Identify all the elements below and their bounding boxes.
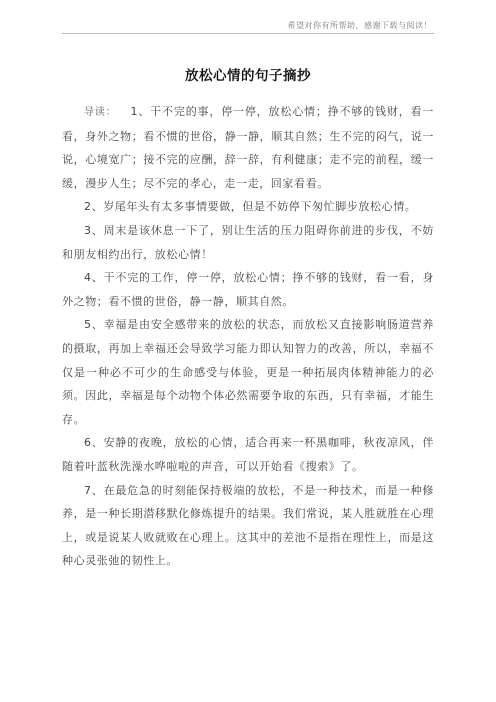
- paragraph-7: 7、在最危急的时刻能保持极端的放松，不是一种技术，而是一种修养，是一种长期潜移默化修炼提升的结果。我们常说，某人胜就胜在心理上，或是说某人败就败在心理上。这其中的差池不是指在理性上，而是这种心灵张弛的韧性上。: [62, 483, 434, 568]
- document-body: [62, 100, 434, 573]
- document-title: 放松心情的句子摘抄: [185, 68, 311, 84]
- paragraph-2: 2、岁尾年头有太多事情要做，但是不妨停下匆忙脚步放松心情。: [84, 200, 417, 214]
- header-divider: [62, 33, 434, 34]
- paragraph-3: 3、周末是该休息一下了，别让生活的压力阻碍你前进的步伐，不妨和朋友相约出行，放松心情！: [62, 223, 434, 261]
- intro-label: 导读：: [84, 107, 117, 118]
- header-note: 希望对你有所帮助，感谢下载与阅读！: [287, 21, 432, 30]
- paragraph-5: 5、幸福是由安全感带来的放松的状态，而放松又直接影响肠道营养的摄取，再加上幸福还会导致学习能力即认知智力的改善，所以，幸福不仅是一种必不可少的生命感受与体验，更是一种拓展肉体精神能力的必须。因此，幸福是每个动物个体必然需要争取的东西，只有幸福，才能生存。: [62, 318, 434, 426]
- paragraph-1: [62, 100, 434, 195]
- paragraph-1-text: 1、干不完的事，停一停，放松心情；挣不够的钱财，看一看，身外之物；看不惯的世俗，静一静，顺其自然；生不完的闷气，说一说，心境宽广；接不完的应酬，辞一辞，有利健康；走不完的前程，缓一缓，漫步人生；尽不完的孝心，走一走，回家看看。: [62, 105, 434, 190]
- paragraph-4: 4、干不完的工作，停一停，放松心情；挣不够的钱财，看一看，身外之物；看不惯的世俗，静一静，顺其自然。: [62, 271, 434, 308]
- paragraph-6: 6、安静的夜晚，放松的心情，适合再来一杯黑咖啡，秋夜凉风，伴随着叶蓝秋洗澡水哗啦啦的声音，可以开始看《搜索》了。: [62, 436, 434, 473]
